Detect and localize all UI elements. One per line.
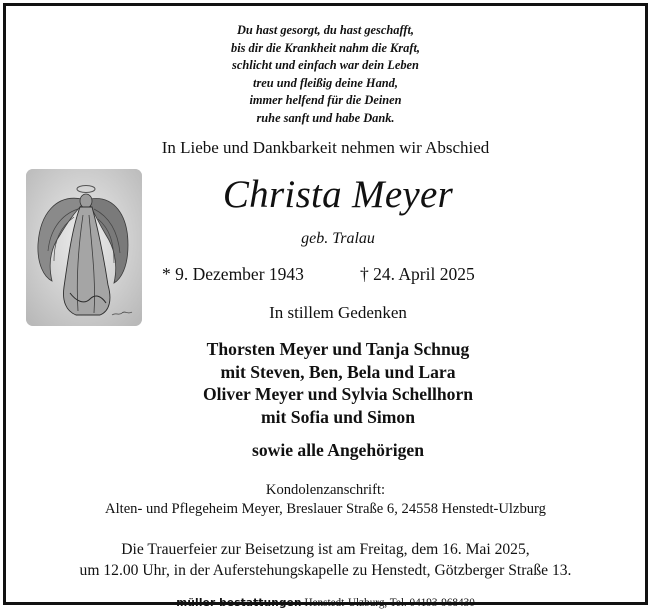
service-line: um 12.00 Uhr, in der Auferstehungskapelle zu Henstedt, Götzberger Straße 13. xyxy=(79,562,572,579)
condolence-label: Kondolenzanschrift: xyxy=(265,482,386,498)
condolence-address xyxy=(6,481,645,519)
undertaker-logo: müller bestattungen xyxy=(176,597,302,609)
family-line: mit Steven, Ben, Bela und Lara xyxy=(220,361,456,382)
farewell-line: In Liebe und Dankbarkeit nehmen wir Abschied xyxy=(161,138,490,157)
family-list xyxy=(118,338,558,428)
life-dates xyxy=(6,264,645,286)
family-line: Thorsten Meyer und Tanja Schnug xyxy=(206,339,470,359)
maiden-name: geb. Tralau xyxy=(301,230,375,247)
family-line: mit Sofia und Simon xyxy=(261,406,415,427)
poem xyxy=(6,22,645,128)
poem-line: ruhe sanft und habe Dank. xyxy=(256,110,395,125)
death-date: † 24. April 2025 xyxy=(360,264,475,284)
poem-line: immer helfend für die Deinen xyxy=(249,93,402,108)
undertaker-footer xyxy=(0,597,651,609)
poem-line: bis dir die Krankheit nahm die Kraft, xyxy=(231,40,420,55)
poem-line: treu und fleißig deine Hand, xyxy=(253,75,398,90)
condolence-address-line: Alten- und Pflegeheim Meyer, Breslauer Straße 6, 24558 Henstedt-Ulzburg xyxy=(105,501,546,517)
poem-line: Du hast gesorgt, du hast geschafft, xyxy=(236,23,415,37)
memory-line: In stillem Gedenken xyxy=(269,303,407,322)
poem-line: schlicht und einfach war dein Leben xyxy=(232,58,419,73)
service-line: Die Trauerfeier zur Beisetzung ist am Freitag, dem 16. Mai 2025, xyxy=(121,541,530,558)
obituary-frame xyxy=(3,3,648,605)
family-line: Oliver Meyer und Sylvia Schellhorn xyxy=(202,384,474,404)
deceased-name: Christa Meyer xyxy=(222,173,454,216)
undertaker-contact: Henstedt-Ulzburg, Tel. 04193-968430 xyxy=(304,597,475,609)
funeral-service-info xyxy=(6,539,645,581)
relatives-line: sowie alle Angehörigen xyxy=(251,440,425,460)
birth-date: * 9. Dezember 1943 xyxy=(162,264,304,284)
